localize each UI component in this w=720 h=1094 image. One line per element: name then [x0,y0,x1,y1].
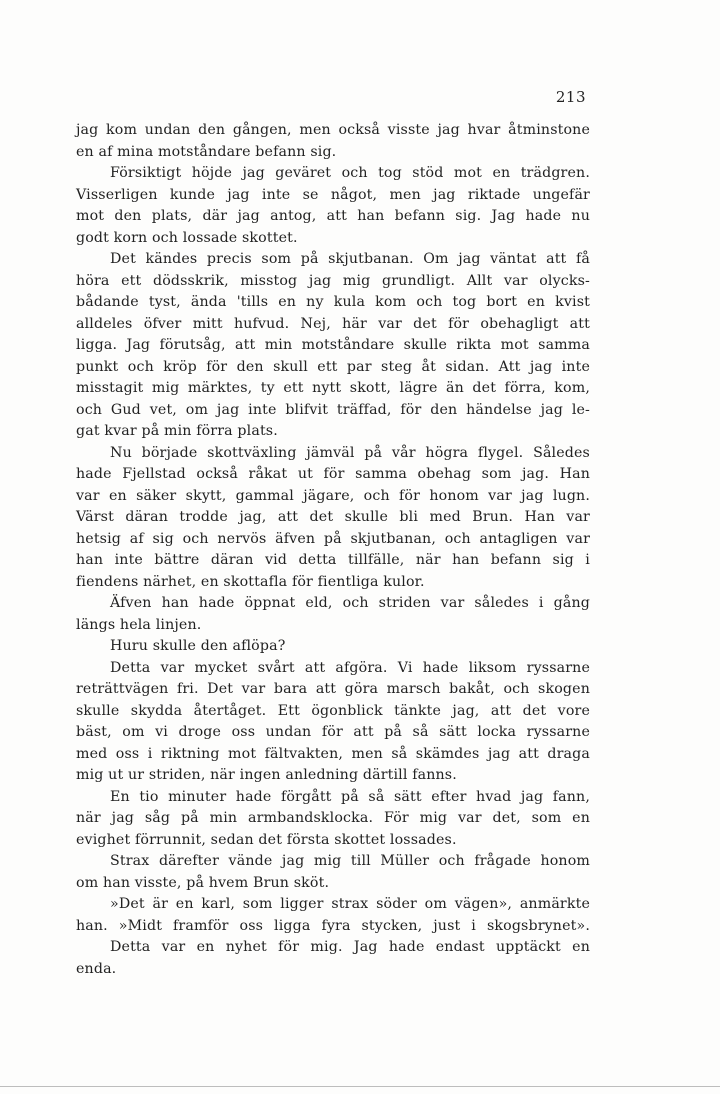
text-line: bådande tyst, ända 'tills en ny kula kom och tog bort en kvist [76,294,590,310]
text-line: bäst, om vi droge oss undan för att på så sätt locka ryssarne [76,724,590,740]
text-line: om han visste, på hvem Brun sköt. [76,874,330,891]
text-line: med oss i riktning mot fältvakten, men så skämdes jag att draga [76,745,590,762]
text-line: Visserligen kunde jag inte se något, men jag riktade ungefär [76,186,590,203]
text-line: enda. [76,960,117,977]
text-line: hetsig af sig och nervös äfven på skjutbanan, och antagligen var [76,530,590,547]
text-line: reträttvägen fri. Det var bara att göra marsch bakåt, och skogen [76,681,590,697]
text-line: Äfven han hade öppnat eld, och striden var således i gång [110,595,590,611]
text-line: misstagit mig märktes, ty ett nytt skott, lägre än det förra, kom, [76,380,590,396]
body-text [76,120,590,980]
text-line: jag kom undan den gången, men också visste jag hvar åtminstone [76,122,590,138]
text-line: han inte bättre däran vid detta tillfälle, när han befann sig i [76,552,590,568]
text-line: mig ut ur striden, när ingen anledning därtill fanns. [76,767,457,783]
page-edge-line [0,1086,720,1087]
page-number: 213 [555,88,586,106]
text-line: godt korn och lossade skottet. [76,229,298,246]
text-line: höra ett dödsskrik, misstog jag mig grundligt. Allt var olycks- [76,272,590,289]
text-line: ligga. Jag förutsåg, att min motståndare skulle rikta mot samma [76,337,590,353]
text-line: Detta var mycket svårt att afgöra. Vi hade liksom ryssarne [110,659,590,676]
text-line: En tio minuter hade förgått på så sätt efter hvad jag fann, [110,788,590,805]
text-line: Nu började skottväxling jämväl på vår högra flygel. Således [110,444,590,461]
text-line: Huru skulle den aflöpa? [110,638,286,654]
text-line: Det kändes precis som på skjutbanan. Om jag väntat att få [110,251,590,267]
text-line: punkt och kröp för den skull ett par steg åt sidan. Att jag inte [76,358,590,375]
text-line: evighet förrunnit, sedan det första skottet lossades. [76,831,457,848]
text-line: när jag såg på min armbandsklocka. För mig var det, som en [76,810,590,826]
text-line: mot den plats, där jag antog, att han befann sig. Jag hade nu [76,208,590,224]
text-line: Värst däran trodde jag, att det skulle bli med Brun. Han var [76,509,590,525]
text-line: alldeles öfver mitt hufvud. Nej, här var det för obehagligt att [76,315,590,332]
text-line: Strax därefter vände jag mig till Müller och frågade honom [110,853,590,869]
text-line: var en säker skytt, gammal jägare, och för honom var jag lugn. [76,487,590,504]
text-line: längs hela linjen. [76,616,202,633]
text-line: Detta var en nyhet för mig. Jag hade endast upptäckt en [110,939,590,955]
text-line: och Gud vet, om jag inte blifvit träffad, för den händelse jag le- [76,401,590,418]
text-line: gat kvar på min förra plats. [76,423,278,439]
text-line: en af mina motståndare befann sig. [76,143,337,160]
text-line: fiendens närhet, en skottafla för fientliga kulor. [76,573,425,590]
text-line: Försiktigt höjde jag geväret och tog stöd mot en trädgren. [110,165,590,181]
text-line: han. »Midt framför oss ligga fyra stycken, just i skogsbrynet». [76,917,590,934]
text-line: skulle skydda återtåget. Ett ögonblick tänkte jag, att det vore [76,702,590,719]
text-line: hade Fjellstad också råkat ut för samma obehag som jag. Han [76,466,590,482]
text-line: »Det är en karl, som ligger strax söder om vägen», anmärkte [110,896,590,912]
